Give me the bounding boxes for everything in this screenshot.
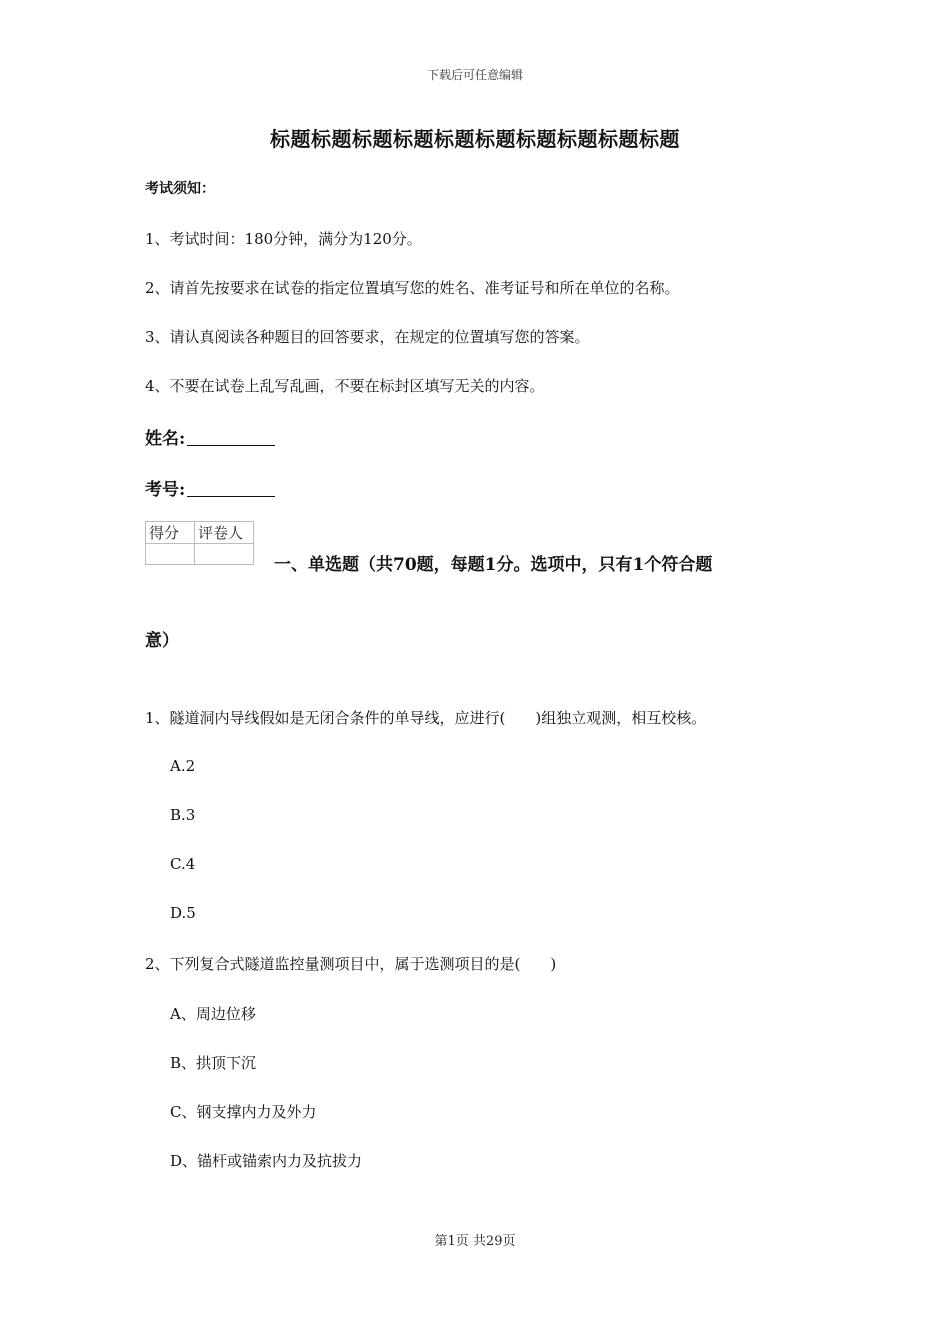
question-option: C.4 (170, 855, 196, 873)
question-option: D.5 (170, 904, 196, 922)
exam-number-field (145, 475, 275, 500)
notice-heading: 考试须知： (145, 181, 215, 197)
score-cell[interactable] (146, 544, 195, 565)
score-table-header-row (146, 522, 254, 544)
header-note: 下载后可任意编辑 (426, 68, 523, 82)
exam-number-label: 考号: (145, 480, 186, 500)
question-option: A.2 (170, 757, 196, 775)
page-number-footer: 第1页 共29页 (434, 1234, 516, 1249)
name-label: 姓名: (145, 429, 186, 449)
grader-header: 评卷人 (195, 522, 254, 544)
exam-number-blank-line[interactable] (187, 478, 275, 497)
notice-rule: 4、不要在试卷上乱写乱画，不要在标封区填写无关的内容。 (145, 377, 545, 395)
name-field (145, 424, 275, 449)
document-title: 标题标题标题标题标题标题标题标题标题标题 (270, 127, 680, 151)
question-option: D、锚杆或锚索内力及抗拔力 (170, 1152, 363, 1170)
name-blank-line[interactable] (187, 427, 275, 446)
question-text: 2、下列复合式隧道监控量测项目中，属于选测项目的是( ) (145, 955, 557, 973)
question-text: 1、隧道洞内导线假如是无闭合条件的单导线，应进行( )组独立观测，相互校核。 (145, 709, 707, 727)
score-table (145, 521, 254, 565)
notice-rule: 3、请认真阅读各种题目的回答要求，在规定的位置填写您的答案。 (145, 328, 590, 346)
question-option: C、钢支撑内力及外力 (170, 1103, 317, 1121)
section-title-line1: 一、单选题（共70题，每题1分。选项中，只有1个符合题 (274, 555, 713, 575)
question-option: A、周边位移 (170, 1005, 256, 1023)
grader-cell[interactable] (195, 544, 254, 565)
score-header: 得分 (146, 522, 195, 544)
section-title-line2: 意） (145, 631, 179, 651)
notice-rule: 1、考试时间：180分钟，满分为120分。 (145, 230, 422, 248)
score-table-blank-row (146, 544, 254, 565)
notice-rule: 2、请首先按要求在试卷的指定位置填写您的姓名、准考证号和所在单位的名称。 (145, 279, 680, 297)
question-option: B、拱顶下沉 (170, 1054, 257, 1072)
question-option: B.3 (170, 806, 196, 824)
